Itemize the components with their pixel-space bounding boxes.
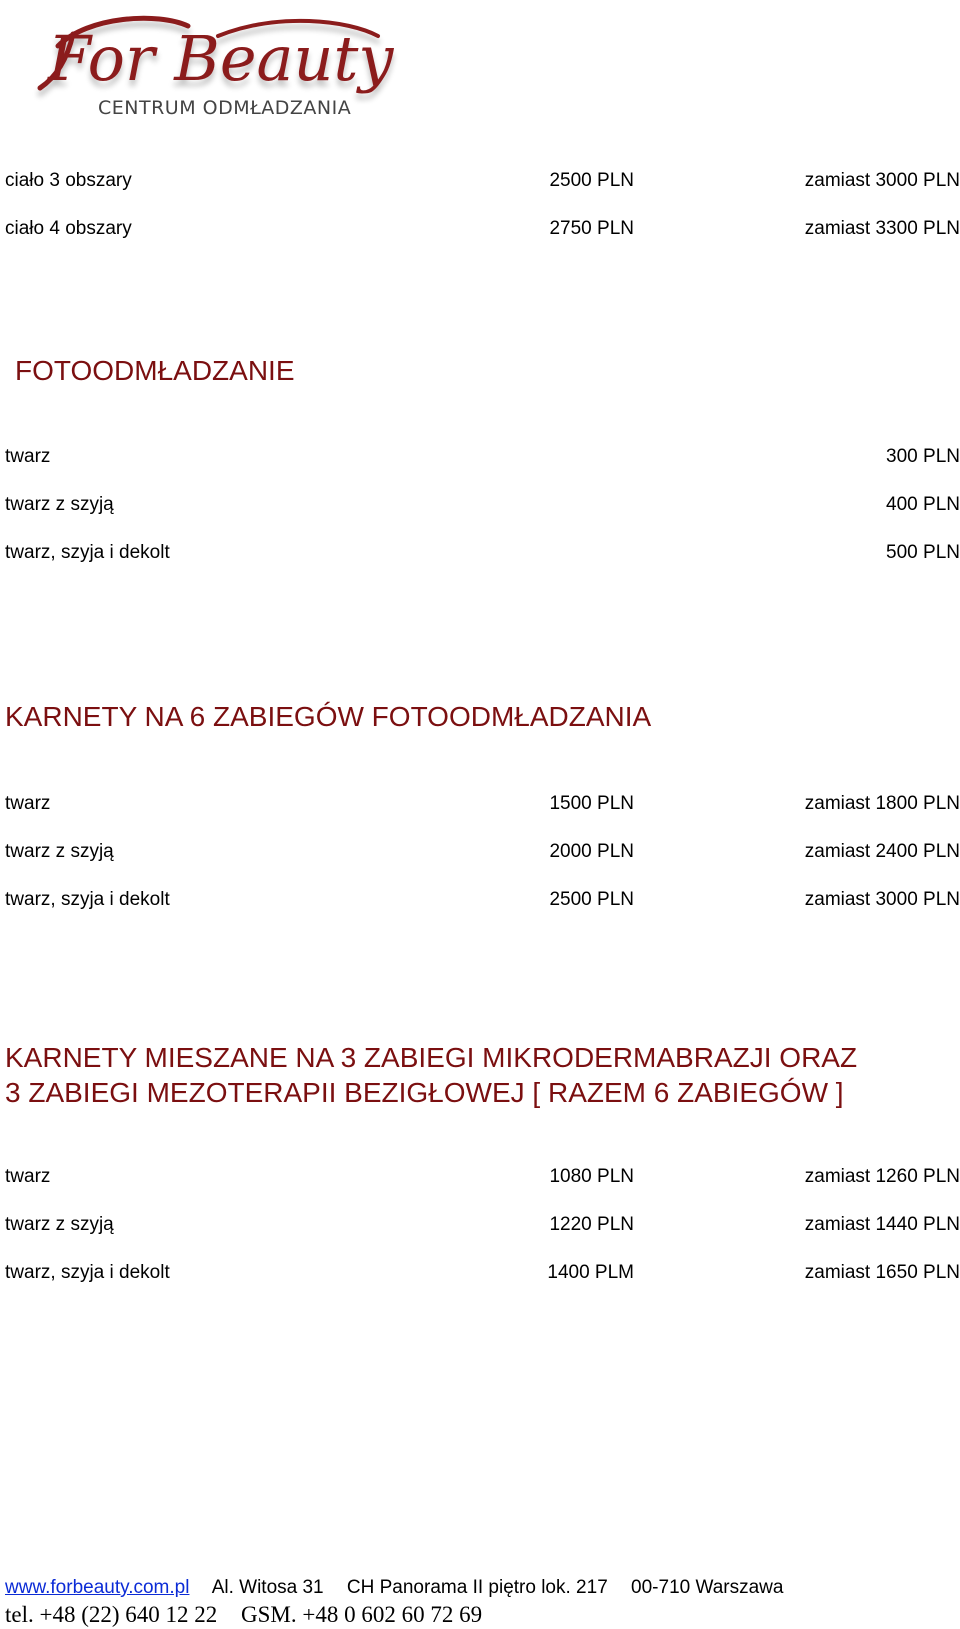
price-row: [0, 1260, 960, 1286]
treatment-price: 1220 PLN: [549, 1214, 634, 1235]
price-row: [0, 444, 960, 470]
treatment-price: 400 PLN: [886, 494, 960, 515]
treatment-price: 1500 PLN: [549, 793, 634, 814]
footer-contact-line: [5, 1602, 500, 1628]
price-row: [0, 540, 960, 566]
logo-script-text: For Beauty: [48, 22, 394, 95]
section-heading-karnety-6: KARNETY NA 6 ZABIEGÓW FOTOODMŁADZANIA: [5, 701, 652, 732]
section-heading-karnety-mieszane-line1: KARNETY MIESZANE NA 3 ZABIEGI MIKRODERMABRAZJI ORAZ: [5, 1042, 858, 1073]
footer-gsm: GSM. +48 0 602 60 72 69: [241, 1602, 483, 1627]
old-price: zamiast 1260 PLN: [804, 1166, 960, 1187]
treatment-name: twarz, szyja i dekolt: [5, 1262, 170, 1283]
section-heading-fotoodmladzanie: FOTOODMŁADZANIE: [15, 355, 295, 386]
treatment-name: ciało 3 obszary: [5, 170, 132, 191]
treatment-price: 500 PLN: [886, 542, 960, 563]
price-row: [0, 492, 960, 518]
price-row: [0, 168, 960, 194]
treatment-price: 2500 PLN: [549, 170, 634, 191]
price-row: [0, 839, 960, 865]
treatment-name: twarz z szyją: [5, 1214, 114, 1235]
old-price: zamiast 1650 PLN: [804, 1262, 960, 1283]
old-price: zamiast 3000 PLN: [804, 889, 960, 910]
footer-street: Al. Witosa 31: [211, 1577, 324, 1598]
treatment-name: twarz z szyją: [5, 494, 114, 515]
treatment-name: twarz: [5, 446, 51, 467]
old-price: zamiast 1800 PLN: [804, 793, 960, 814]
old-price: zamiast 3000 PLN: [804, 170, 960, 191]
treatment-name: twarz: [5, 1166, 51, 1187]
footer-building: CH Panorama II piętro lok. 217: [346, 1577, 608, 1598]
price-row: [0, 887, 960, 913]
old-price: zamiast 3300 PLN: [804, 218, 960, 239]
logo-graphic: [18, 6, 438, 126]
treatment-name: twarz z szyją: [5, 841, 114, 862]
treatment-price: 2750 PLN: [549, 218, 634, 239]
price-row: [0, 1164, 960, 1190]
old-price: zamiast 2400 PLN: [804, 841, 960, 862]
footer-address-line: [5, 1575, 801, 1601]
old-price: zamiast 1440 PLN: [804, 1214, 960, 1235]
for-beauty-logo: [18, 6, 438, 126]
treatment-price: 1400 PLM: [547, 1262, 634, 1283]
treatment-price: 1080 PLN: [549, 1166, 634, 1187]
price-row: [0, 216, 960, 242]
logo-subtitle: CENTRUM ODMŁADZANIA: [98, 97, 352, 119]
footer-tel: tel. +48 (22) 640 12 22: [5, 1602, 218, 1627]
treatment-name: twarz: [5, 793, 51, 814]
section-heading-karnety-mieszane-line2: 3 ZABIEGI MEZOTERAPII BEZIGŁOWEJ [ RAZEM 6 ZABIEGÓW ]: [5, 1077, 844, 1108]
price-row: [0, 1212, 960, 1238]
treatment-name: twarz, szyja i dekolt: [5, 542, 170, 563]
treatment-price: 2000 PLN: [549, 841, 634, 862]
treatment-price: 2500 PLN: [549, 889, 634, 910]
treatment-name: twarz, szyja i dekolt: [5, 889, 170, 910]
footer-city: 00-710 Warszawa: [631, 1577, 784, 1598]
treatment-price: 300 PLN: [886, 446, 960, 467]
website-link[interactable]: www.forbeauty.com.pl: [5, 1577, 190, 1598]
treatment-name: ciało 4 obszary: [5, 218, 132, 239]
price-row: [0, 791, 960, 817]
